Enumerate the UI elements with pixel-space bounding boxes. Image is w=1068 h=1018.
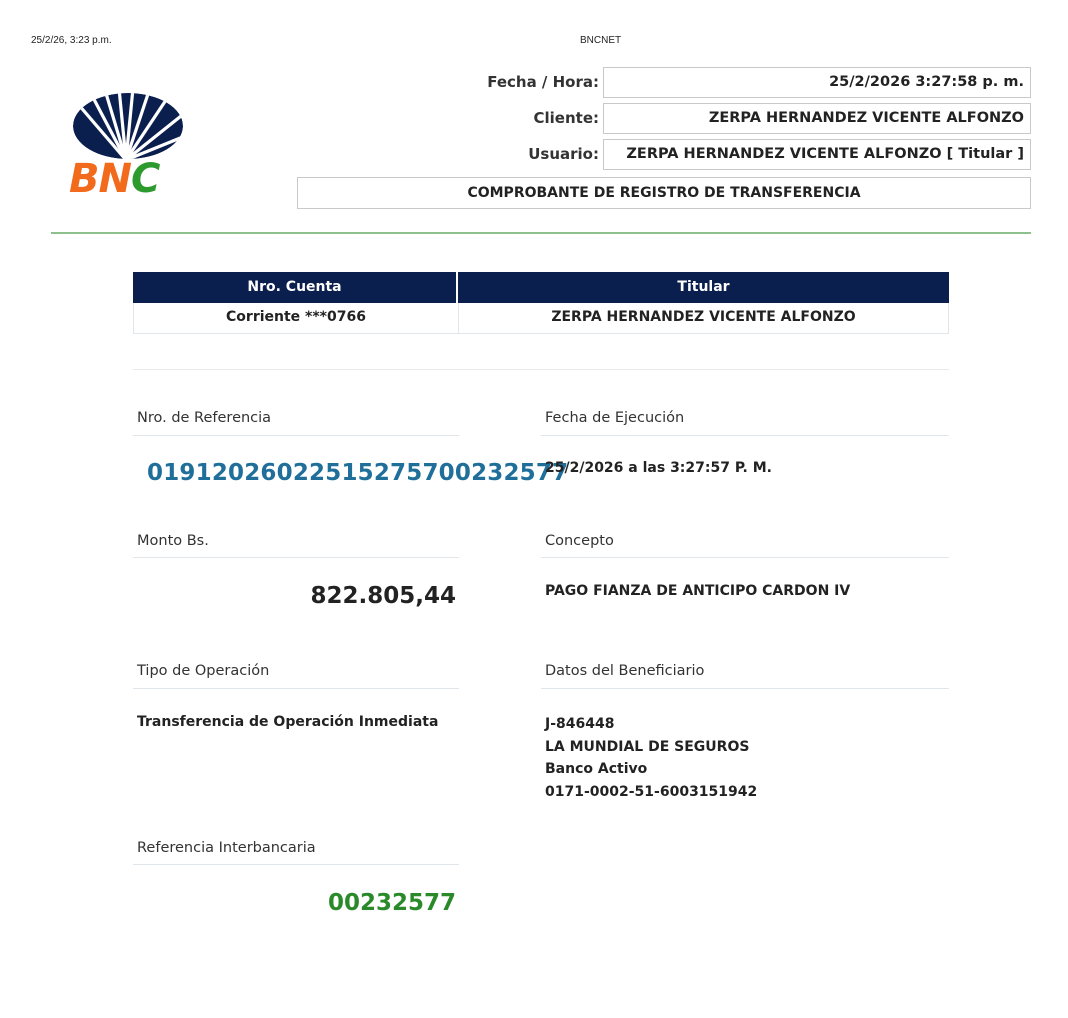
tipo-operacion-label: Tipo de Operación (137, 663, 270, 679)
tipo-operacion-value: Transferencia de Operación Inmediata (137, 714, 439, 730)
bnc-logo-text: BNC (69, 156, 160, 196)
beneficiario-details (545, 713, 757, 803)
cell-titular: ZERPA HERNANDEZ VICENTE ALFONZO (551, 309, 856, 325)
fecha-label: Fecha / Hora: (487, 73, 599, 91)
fecha-ejecucion-label: Fecha de Ejecución (545, 410, 685, 426)
header-titular: Titular (677, 279, 730, 295)
header-divider (51, 232, 1031, 234)
document-title: COMPROBANTE DE REGISTRO DE TRANSFERENCIA (297, 177, 1031, 209)
referencia-value: 01912026022515275700232577 (147, 460, 569, 486)
referencia-interbancaria-label: Referencia Interbancaria (137, 840, 316, 856)
beneficiario-underline (541, 688, 949, 689)
concepto-label: Concepto (545, 533, 614, 549)
fecha-value: 25/2/2026 3:27:58 p. m. (603, 67, 1031, 98)
cliente-value: ZERPA HERNANDEZ VICENTE ALFONZO (603, 103, 1031, 134)
referencia-label: Nro. de Referencia (137, 410, 272, 426)
beneficiario-nombre: LA MUNDIAL DE SEGUROS (545, 738, 750, 755)
beneficiario-banco: Banco Activo (545, 761, 648, 777)
concepto-value: PAGO FIANZA DE ANTICIPO CARDON IV (545, 583, 851, 599)
cell-nro-cuenta: Corriente ***0766 (134, 303, 459, 333)
section-separator (133, 369, 949, 370)
referencia-interbancaria-underline (133, 864, 459, 865)
beneficiario-cuenta: 0171-0002-51-6003151942 (545, 783, 758, 800)
print-date: 25/2/26, 3:23 p.m. (31, 35, 112, 46)
account-table (133, 272, 949, 334)
fecha-ejecucion-value: 25/2/2026 a las 3:27:57 P. M. (545, 460, 772, 476)
fecha-ejecucion-underline (541, 435, 949, 436)
concepto-underline (541, 557, 949, 558)
tipo-operacion-underline (133, 688, 459, 689)
account-table-header (133, 272, 949, 303)
monto-value: 822.805,44 (310, 583, 456, 609)
referencia-interbancaria-value: 00232577 (327, 890, 456, 916)
cliente-label: Cliente: (533, 109, 599, 127)
beneficiario-label: Datos del Beneficiario (545, 663, 705, 679)
bnc-logo (66, 84, 186, 196)
usuario-value: ZERPA HERNANDEZ VICENTE ALFONZO [ Titular ] (603, 139, 1031, 170)
print-title: BNCNET (580, 35, 622, 46)
monto-underline (133, 557, 459, 558)
header-nro-cuenta: Nro. Cuenta (133, 272, 458, 303)
monto-label: Monto Bs. (137, 533, 209, 549)
usuario-label: Usuario: (528, 145, 599, 163)
table-row (133, 303, 949, 334)
beneficiario-rif: J-846448 (545, 716, 615, 732)
referencia-underline (133, 435, 459, 436)
